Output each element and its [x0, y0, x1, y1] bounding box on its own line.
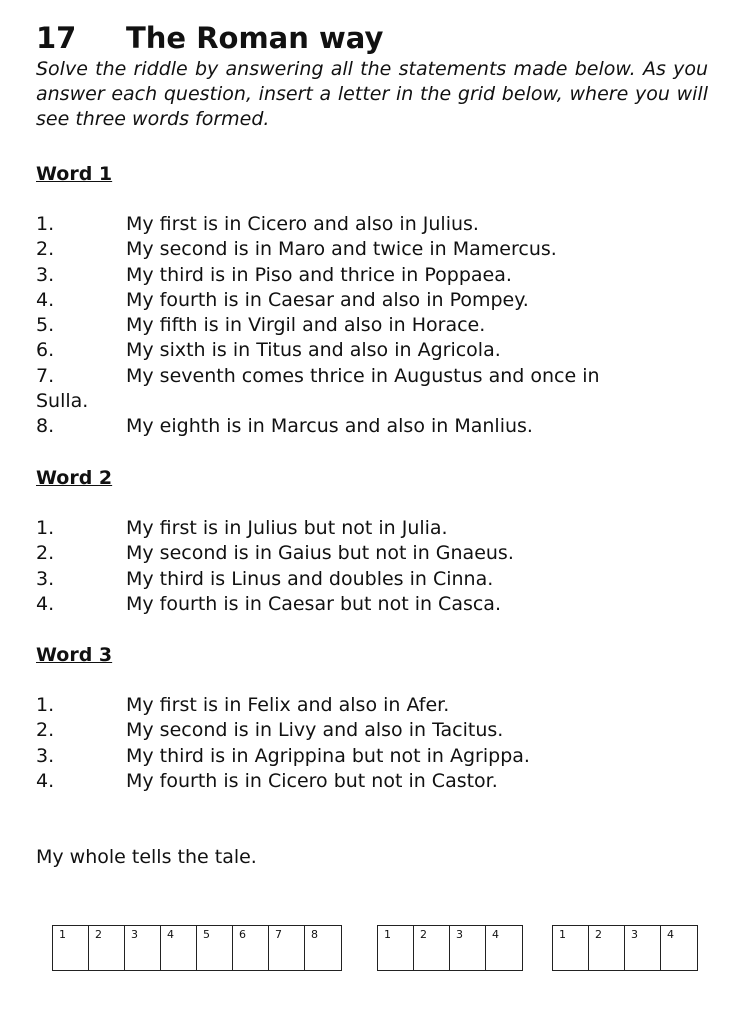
clue-item — [36, 338, 716, 363]
clue-item — [36, 541, 716, 566]
puzzle-title: The Roman way — [126, 21, 384, 55]
grid-cell[interactable] — [305, 926, 341, 970]
grid-cell-number: 5 — [203, 928, 210, 941]
grid-cell[interactable] — [197, 926, 233, 970]
clue-text: My seventh comes thrice in Augustus and once in — [126, 364, 600, 387]
clue-item — [36, 516, 716, 541]
clue-number: 3. — [36, 263, 55, 286]
clue-item — [36, 313, 716, 338]
grid-cell-number: 4 — [492, 928, 499, 941]
clue-text: My first is in Cicero and also in Julius. — [126, 213, 479, 235]
clue-item — [36, 212, 716, 237]
clue-text: My fourth is in Cicero but not in Castor. — [126, 769, 498, 792]
clue-number: 4. — [36, 769, 55, 792]
clue-item — [36, 592, 716, 617]
instructions: Solve the riddle by answering all the statements made below. As you answer each question, insert a letter in the grid below, where you will see three words formed. — [36, 58, 708, 130]
clue-number: 6. — [36, 339, 55, 362]
clue-number: 2. — [36, 238, 55, 261]
clue-item — [36, 718, 716, 743]
grid-cell-number: 2 — [95, 928, 102, 941]
answer-grid-word-3 — [552, 925, 698, 971]
grid-cell-number: 1 — [59, 928, 66, 941]
grid-cell[interactable] — [414, 926, 450, 970]
clue-item — [36, 288, 716, 313]
grid-cell-number: 4 — [167, 928, 174, 941]
page-title — [36, 18, 383, 58]
clue-text: My fourth is in Caesar and also in Pompey. — [126, 288, 529, 311]
clue-item — [36, 263, 716, 288]
grid-cell[interactable] — [625, 926, 661, 970]
clue-text: My second is in Gaius but not in Gnaeus. — [126, 542, 514, 565]
clue-text: My fourth is in Caesar but not in Casca. — [126, 592, 501, 615]
word-heading: Word 2 — [36, 467, 113, 489]
grid-cell-number: 1 — [559, 928, 566, 941]
grid-cell-number: 2 — [420, 928, 427, 941]
clue-item — [36, 567, 716, 592]
clue-text: My eighth is in Marcus and also in Manlius. — [126, 415, 533, 438]
grid-cell[interactable] — [661, 926, 697, 970]
clue-item — [36, 414, 716, 439]
grid-cell-number: 8 — [311, 928, 318, 941]
clue-list — [36, 693, 716, 794]
grid-cell[interactable] — [161, 926, 197, 970]
word-1-section — [36, 161, 716, 440]
grid-cell-number: 3 — [131, 928, 138, 941]
grid-cell[interactable] — [269, 926, 305, 970]
clue-list — [36, 212, 716, 440]
clue-item — [36, 769, 716, 794]
grid-cell-number: 3 — [456, 928, 463, 941]
clue-number: 3. — [36, 744, 55, 767]
clue-text: My first is in Julius but not in Julia. — [126, 517, 448, 539]
clue-item — [36, 693, 716, 718]
clue-list — [36, 516, 716, 617]
grid-cell-number: 6 — [239, 928, 246, 941]
grid-cell[interactable] — [233, 926, 269, 970]
clue-number: 2. — [36, 719, 55, 742]
clue-number: 8. — [36, 415, 55, 438]
grid-cell-number: 3 — [631, 928, 638, 941]
clue-text: My second is in Livy and also in Tacitus. — [126, 719, 504, 742]
clue-number: 1. — [36, 213, 55, 235]
clue-text: My sixth is in Titus and also in Agricola. — [126, 339, 501, 362]
clue-number: 3. — [36, 567, 55, 590]
grid-cell[interactable] — [89, 926, 125, 970]
answer-grid-word-2 — [377, 925, 523, 971]
clue-text: My third is in Piso and thrice in Poppaea. — [126, 263, 512, 286]
clue-number: 5. — [36, 314, 55, 337]
grid-cell[interactable] — [486, 926, 522, 970]
clue-text: My second is in Maro and twice in Mamercus. — [126, 238, 557, 261]
word-3-section — [36, 642, 716, 794]
word-2-section — [36, 465, 716, 617]
grid-cell[interactable] — [450, 926, 486, 970]
grid-cell[interactable] — [553, 926, 589, 970]
grid-cell-number: 1 — [384, 928, 391, 941]
grid-cell-number: 2 — [595, 928, 602, 941]
clue-number: 1. — [36, 517, 55, 539]
clue-number: 4. — [36, 288, 55, 311]
clue-text: My third is Linus and doubles in Cinna. — [126, 567, 494, 590]
grid-cell[interactable] — [53, 926, 89, 970]
clue-item — [36, 364, 716, 389]
grid-cell-number: 7 — [275, 928, 282, 941]
whole-statement: My whole tells the tale. — [36, 846, 257, 868]
clue-text-continuation: Sulla. — [36, 390, 89, 413]
clue-number: 1. — [36, 694, 55, 716]
puzzle-number: 17 — [36, 21, 77, 55]
clue-item — [36, 237, 716, 262]
grid-cell[interactable] — [125, 926, 161, 970]
clue-text: My third is in Agrippina but not in Agrippa. — [126, 744, 530, 767]
clue-number: 4. — [36, 592, 55, 615]
grid-cell[interactable] — [378, 926, 414, 970]
word-heading: Word 1 — [36, 163, 113, 185]
clue-text: My fifth is in Virgil and also in Horace. — [126, 314, 486, 337]
clue-text: My first is in Felix and also in Afer. — [126, 694, 450, 716]
clue-number: 2. — [36, 542, 55, 565]
clue-number: 7. — [36, 364, 55, 387]
word-heading: Word 3 — [36, 644, 113, 666]
clue-item — [36, 744, 716, 769]
grid-cell-number: 4 — [667, 928, 674, 941]
answer-grid-word-1 — [52, 925, 342, 971]
grid-cell[interactable] — [589, 926, 625, 970]
